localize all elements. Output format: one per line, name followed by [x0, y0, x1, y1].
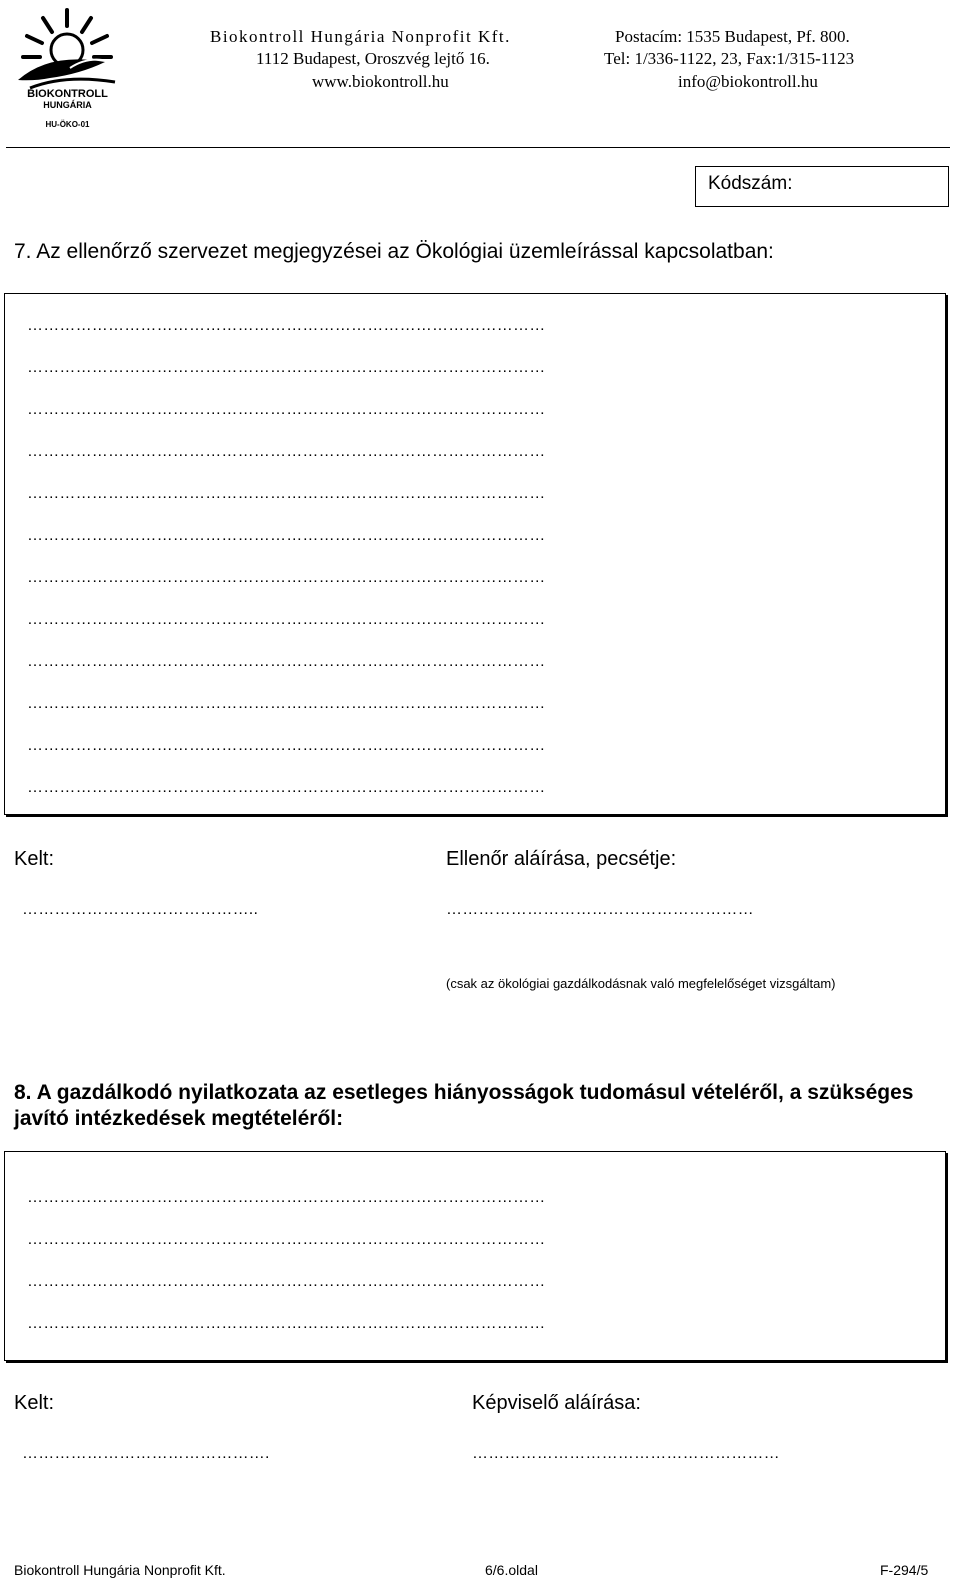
section8-signature-label: Képviselő aláírása:	[472, 1392, 641, 1414]
header-address: 1112 Budapest, Oroszvég lejtő 16.	[256, 49, 490, 68]
dot-line: ……………………………………………………………………………………	[27, 1273, 546, 1290]
section8-title: 8. A gazdálkodó nyilatkozata az esetleges hiányosságok tudomásul vételéről, a szükséges javító intézkedések megtételéről:	[14, 1081, 914, 1130]
section7-signature-label: Ellenőr aláírása, pecsétje:	[446, 848, 677, 870]
footer-company: Biokontroll Hungária Nonprofit Kft.	[14, 1562, 226, 1578]
header-company: Biokontroll Hungária Nonprofit Kft.	[210, 27, 511, 46]
section7-date-field[interactable]: ……………………………………..	[22, 901, 259, 918]
dot-line: ……………………………………………………………………………………	[27, 485, 546, 502]
dot-line: ……………………………………………………………………………………	[27, 779, 546, 796]
dot-line: ……………………………………………………………………………………	[27, 443, 546, 460]
dot-line: ……………………………………………………………………………………	[27, 737, 546, 754]
dot-line: ……………………………………………………………………………………	[27, 1189, 546, 1206]
biokontroll-logo	[10, 2, 125, 130]
section8-date-field[interactable]: ……………………………………….	[22, 1445, 270, 1462]
dot-line: ……………………………………………………………………………………	[27, 695, 546, 712]
section7-date-label: Kelt:	[14, 848, 55, 870]
header-postal: Postacím: 1535 Budapest, Pf. 800.	[615, 27, 850, 46]
section8-signature-field[interactable]: …………………………………………………	[472, 1445, 780, 1462]
dot-line: ……………………………………………………………………………………	[27, 611, 546, 628]
header-phone: Tel: 1/336-1122, 23, Fax:1/315-1123	[604, 49, 855, 68]
header-website: www.biokontroll.hu	[312, 72, 449, 91]
sun-leaf-icon	[10, 2, 125, 97]
footer-form-code: F-294/5	[880, 1562, 929, 1578]
logo-name-line1: BIOKONTROLL	[27, 88, 108, 100]
dot-line: ……………………………………………………………………………………	[27, 1315, 546, 1332]
dot-line: ……………………………………………………………………………………	[27, 317, 546, 334]
dot-line: ……………………………………………………………………………………	[27, 527, 546, 544]
dot-line: ……………………………………………………………………………………	[27, 569, 546, 586]
footer-page: 6/6.oldal	[485, 1562, 538, 1578]
header-email: info@biokontroll.hu	[678, 72, 818, 91]
section8-statement-box[interactable]	[4, 1151, 946, 1361]
section7-comment-box[interactable]	[4, 293, 946, 815]
logo-name-line2: HUNGÁRIA	[43, 100, 92, 110]
code-label: Kódszám:	[708, 173, 793, 194]
dot-line: ……………………………………………………………………………………	[27, 359, 546, 376]
section7-signature-field[interactable]: …………………………………………………	[446, 901, 754, 918]
section7-note: (csak az ökológiai gazdálkodásnak való megfelelőséget vizsgáltam)	[446, 976, 836, 991]
section8-date-label: Kelt:	[14, 1392, 55, 1414]
header-rule	[6, 147, 950, 148]
dot-line: ……………………………………………………………………………………	[27, 1231, 546, 1248]
logo-code: HU-ÖKO-01	[45, 120, 90, 129]
code-field[interactable]	[695, 166, 949, 207]
dot-line: ……………………………………………………………………………………	[27, 401, 546, 418]
section7-title: 7. Az ellenőrző szervezet megjegyzései az Ökológiai üzemleírással kapcsolatban:	[14, 240, 774, 263]
dot-line: ……………………………………………………………………………………	[27, 653, 546, 670]
